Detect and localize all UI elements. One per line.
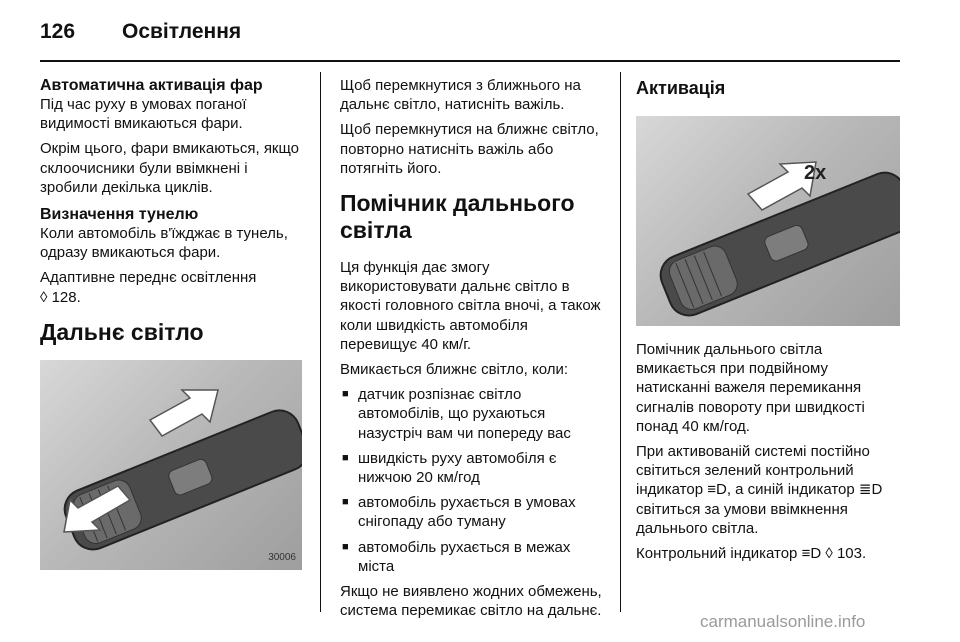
paragraph: Помічник дальнього світла вмикається при подвійному натисканні важеля перемикання сигналів повороту при швидкості понад 40 км/год. (636, 341, 865, 435)
paragraph: Ця функція дає змогу використовувати дальнє світло в якості головного світла вночі, а також коли швидкість автомобіля перевищує 40 км/г. (340, 259, 601, 353)
paragraph-text: світиться за умови ввімкнення дальнього світла. (636, 500, 848, 537)
list-item: ■ автомобіль рухається в межах міста (340, 538, 608, 576)
paragraph-text: , а синій індикатор (726, 481, 859, 499)
figure-stalk-push-pull (40, 360, 302, 570)
paragraph: Вмикається ближнє світло, коли: (340, 361, 569, 379)
heading-tunnel: Визначення тунелю (40, 206, 199, 224)
paragraph-with-icons (636, 442, 900, 538)
high-beam-icon: ≣D (858, 481, 883, 499)
heading-high-beam-assist: Помічник дальнього світла (340, 190, 575, 244)
paragraph-text: Контрольний індикатор (636, 545, 802, 563)
paragraph-with-ref (40, 268, 306, 306)
column-2 (340, 76, 608, 626)
press-count-label: 2x (804, 162, 827, 184)
page-ref[interactable]: 128. (51, 288, 81, 306)
figure-stalk-double-push (636, 116, 900, 326)
list-item: ■ автомобіль рухається в умовах снігопаду або туману (340, 493, 608, 531)
high-beam-assist-icon: ≡D (801, 545, 822, 563)
paragraph: Якщо не виявлено жодних обмежень, система перемикає світло на дальнє. (340, 583, 602, 620)
column-divider (620, 72, 621, 612)
paragraph: Щоб перемкнутися на ближнє світло, повторно натисніть важіль або потягніть його. (340, 121, 599, 177)
paragraph-with-ref (636, 544, 900, 563)
paragraph: Щоб перемкнутися з ближнього на дальнє світло, натисніть важіль. (340, 77, 581, 114)
stalk-illustration (40, 360, 302, 570)
stalk-illustration (636, 116, 900, 326)
arrow-up-icon (150, 390, 218, 436)
page-ref[interactable]: 103. (836, 545, 867, 563)
heading-high-beam: Дальнє світло (40, 318, 204, 345)
column-1 (40, 76, 306, 570)
page-header (40, 18, 920, 58)
paragraph-text: Адаптивне переднє освітлення (40, 269, 257, 287)
header-rule (40, 60, 900, 62)
paragraph: Коли автомобіль в'їжджає в тунель, одразу вмикаються фари. (40, 225, 288, 262)
page-number: 126 (40, 20, 76, 43)
column-3 (636, 76, 900, 569)
paragraph: Під час руху в умовах поганої видимості вмикаються фари. (40, 96, 247, 133)
column-divider (320, 72, 321, 612)
paragraph-text: При активованій системі постійно світиться зелений контрольний індикатор (636, 443, 870, 499)
heading-auto-lights: Автоматична активація фар (40, 77, 263, 94)
conditions-list (340, 385, 608, 576)
list-item: ■ датчик розпізнає світло автомобілів, що рухаються назустріч вам чи попереду вас (340, 385, 608, 443)
watermark: carmanualsonline.info (700, 612, 866, 631)
high-beam-assist-icon: ≡D (707, 481, 727, 499)
heading-activation: Активація (636, 78, 726, 98)
page-title: Освітлення (122, 20, 242, 43)
figure-code: 30006 (268, 551, 296, 563)
page-ref-icon: ◊ (825, 545, 833, 563)
paragraph: Окрім цього, фари вмикаються, якщо склоочисники були ввімкнені і зробили декілька циклів. (40, 140, 300, 196)
list-item: ■ швидкість руху автомобіля є нижчою 20 км/год (340, 449, 608, 487)
page-ref-icon: ◊ (40, 288, 48, 306)
